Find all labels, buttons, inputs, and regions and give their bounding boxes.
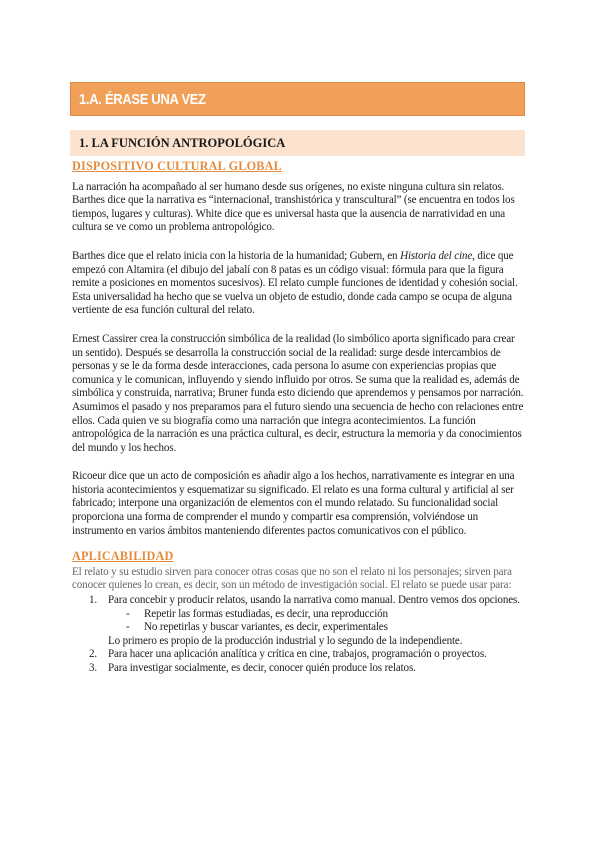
book-title: Historia del cine [400,249,473,262]
chapter-header [70,82,525,116]
list-number: 2. [89,648,98,661]
content-body [72,160,527,676]
sub-list-item-text: Repetir las formas estudiadas, es decir, una reproducción [144,607,388,620]
numbered-list [72,594,527,676]
list-item-text: Para hacer una aplicación analítica y crítica en cine, trabajos, programación o proyectos. [108,648,487,661]
section-title: 1. LA FUNCIÓN ANTROPOLÓGICA [79,135,286,150]
list-item [72,594,527,648]
paragraph [72,250,527,318]
list-item [72,648,527,662]
paragraph: Ricoeur dice que un acto de composición es añadir algo a los hechos, narrativamente es integrar en una historia acontecimientos y esquematizar su significado. El relato es una forma cultural y artificial al ser fabricado; interpone una organización de elementos con el mundo relatado. Su funcionalidad social proporciona una forma de comprender el mundo y compartir esa comprensión, volviéndose un instrumento en varios ámbitos manteniendo diferentes pactos comunicativos con el público. [72,470,515,537]
subheading-dispositivo: DISPOSITIVO CULTURAL GLOBAL [72,159,282,173]
list-number: 1. [89,594,98,607]
sub-list-item-text: No repetirlas y buscar variantes, es decir, experimentales [144,621,388,634]
list-item-text: Para concebir y producir relatos, usando la narrativa como manual. Dentro vemos dos opciones. [108,594,520,607]
subheading-aplicabilidad: APLICABILIDAD [72,549,174,564]
sub-list-item [108,608,527,622]
sub-list-item [108,621,527,635]
dash-bullet: - [126,621,130,634]
paragraph: La narración ha acompañado al ser humano desde sus orígenes, no existe ninguna cultura sin relatos. Barthes dice que la narrativa es “internacional, transhistórica y transcultural” (se encuentra en todos los tiempos, lugares y culturas). White dice que es universal hasta que la ausencia de narratividad en una cultura se ve como un problema antropológico. [72,180,515,234]
list-number: 3. [89,662,98,674]
list-item-text: Para investigar socialmente, es decir, conocer quién produce los relatos. [108,662,416,674]
dash-bullet: - [126,607,130,620]
chapter-title: 1.A. ÉRASE UNA VEZ [79,90,206,108]
paragraph-text: Barthes dice que el relato inicia con la historia de la humanidad; Gubern, en [72,249,401,262]
paragraph: Ernest Cassirer crea la construcción simbólica de la realidad (lo simbólico aporta significado para crear un sentido). Después se desarrolla la construcción social de la realidad: surge desde intercambios de personas y se le da forma desde interacciones, cada persona lo asume con experiencias propias que comunica y le comunican, influyendo y siendo influido por otros. Se suma que la realidad es, además de simbólica y construida, narrativa; Bruner funda esto diciendo que aprendemos y pensamos por narración. Asumimos el pasado y nos preparamos para el futuro siendo una secuencia de hecho con relaciones entre ellos. Cada quien ve su biografía como una narración que integra acontecimientos. La función antropológica de la narración es una práctica cultural, es decir, estructura la memoria y da conocimientos del mundo y los hechos. [72,332,524,454]
paragraph-text: , dice que empezó con Altamira (el dibujo del jabalí con 8 patas es un código visual: fórmula para que la figura remite a posiciones en momentos sucesivos). El relato cumple funciones de identidad y cohesión social. Esta universalidad ha hecho que se vuelva un objeto de estudio, donde cada campo se ocupa de alguna vertiente de esa función cultural del relato. [72,249,518,317]
section-header [70,130,525,156]
list-item-note: Lo primero es propio de la producción industrial y lo segundo de la independiente. [108,634,463,647]
aplicabilidad-intro: El relato y su estudio sirven para conocer otras cosas que no son el relato ni los personajes; sirven para conocer quienes lo crean, es decir, son un método de investigación social. El relato se puede usar para: [72,565,512,592]
sub-list [108,608,527,635]
list-item [72,662,527,676]
